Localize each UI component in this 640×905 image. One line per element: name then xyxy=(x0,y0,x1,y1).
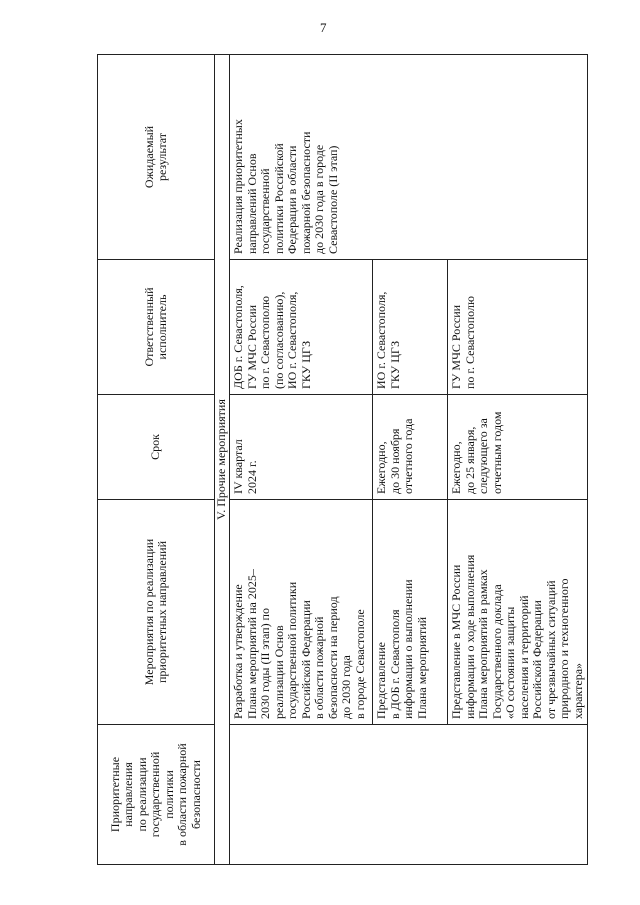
cell-direction xyxy=(230,725,588,865)
header-expected-result: Ожидаемый результат xyxy=(98,55,215,260)
cell-executor: ДОБ г. Севастополя, ГУ МЧС России по г. Севастополю (по согласованию), ИО г. Севастополя, ГКУ ЦГЗ xyxy=(230,260,373,395)
cell-measure: Представление в ДОБ г. Севастополя информации о выполнении Плана мероприятий xyxy=(373,500,448,725)
table-row xyxy=(230,55,373,865)
header-priority-directions: Приоритетные направления по реализации государственной политики в области пожарной безопасности xyxy=(98,725,215,865)
cell-result: Реализация приоритетных направлений Основ государственной политики Российской Федерации в области пожарной безопасности до 2030 года в городе Севастополе (II этап) xyxy=(230,55,588,260)
header-measures: Мероприятия по реализации приоритетных направлений xyxy=(98,500,215,725)
cell-executor: ГУ МЧС России по г. Севастополю xyxy=(448,260,588,395)
rotated-table-container xyxy=(97,55,585,865)
table-header-row xyxy=(98,55,215,865)
page-number: 7 xyxy=(320,20,327,35)
header-executor: Ответственный исполнитель xyxy=(98,260,215,395)
cell-deadline: Ежегодно, до 30 ноября отчетного года xyxy=(373,395,448,500)
measures-table xyxy=(97,54,588,865)
section-row xyxy=(215,55,230,865)
section-title: V. Прочие мероприятия xyxy=(215,55,230,865)
cell-measure: Разработка и утверждение Плана мероприятий на 2025– 2030 годы (II этап) по реализации Основ государственной политики Российской Федерации в области пожарной безопасности на период до 2030 года в городе Севастополе xyxy=(230,500,373,725)
header-deadline: Срок xyxy=(98,395,215,500)
cell-executor: ИО г. Севастополя, ГКУ ЦГЗ xyxy=(373,260,448,395)
cell-deadline: Ежегодно, до 25 января, следующего за отчетным годом xyxy=(448,395,588,500)
cell-deadline: IV квартал 2024 г. xyxy=(230,395,373,500)
cell-measure: Представление в МЧС России информации о ходе выполнения Плана мероприятий в рамках Государственного доклада «О состоянии защиты населения и территорий Российской Федерации от чрезвычайных ситуаций природного и техногенного характера» xyxy=(448,500,588,725)
